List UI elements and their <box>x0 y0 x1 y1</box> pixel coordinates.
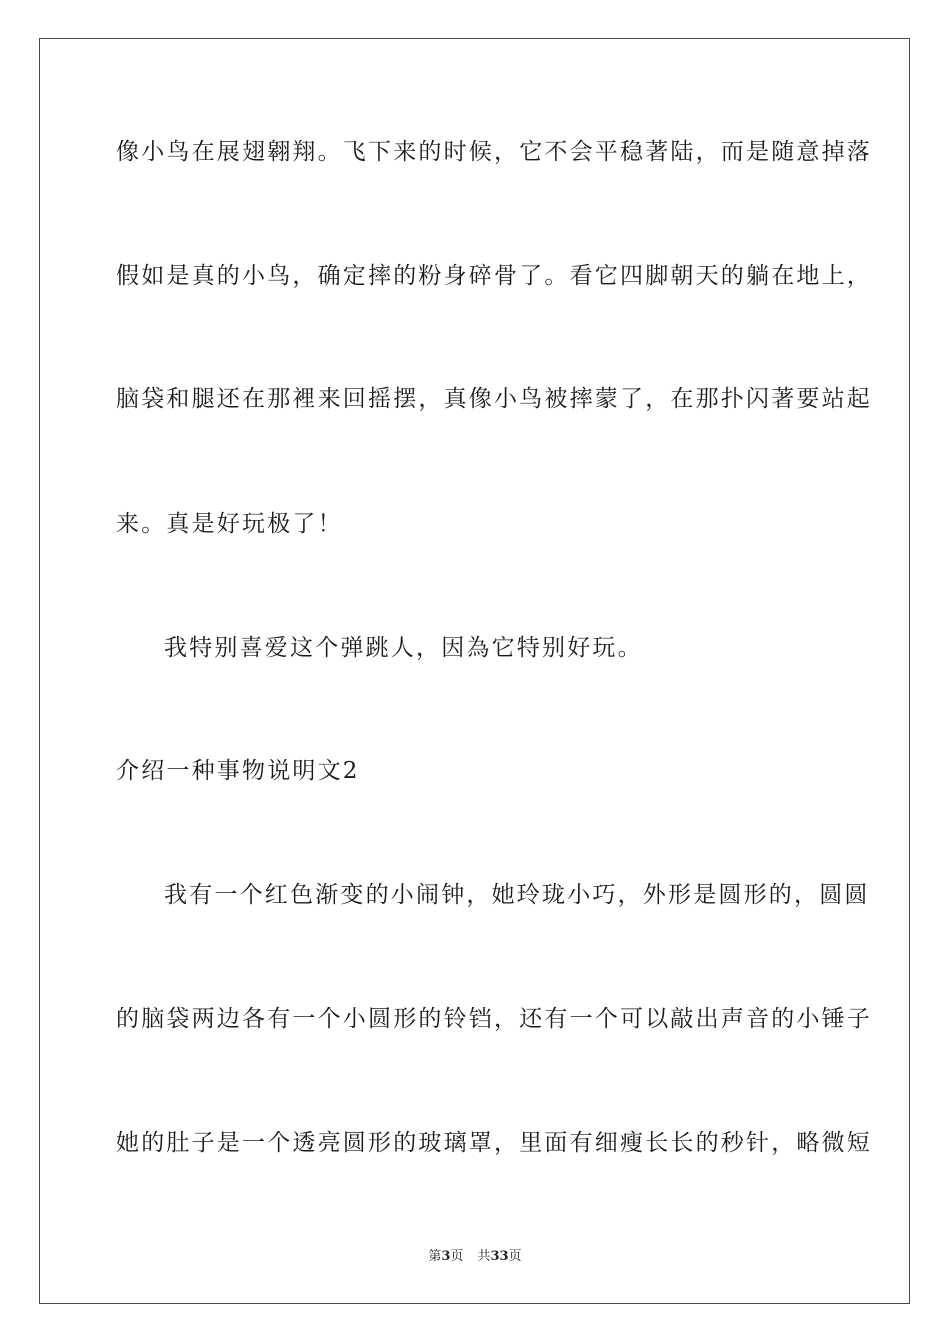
section-title: 介绍一种事物说明文2 <box>116 758 360 784</box>
body-text-line: 我有一个红色渐变的小闹钟，她玲珑小巧，外形是圆形的，圆圆 <box>164 882 870 908</box>
body-text-line: 像小鸟在展翅翱翔。飞下来的时候，它不会平稳著陆，而是随意掉落 <box>116 139 872 165</box>
page-footer <box>0 1245 950 1264</box>
closing-paragraph: 我特别喜爱这个弹跳人，因為它特别好玩。 <box>164 635 643 661</box>
total-prefix: 共 <box>477 1249 491 1264</box>
total-suffix: 页 <box>508 1249 522 1264</box>
body-text-line: 脑袋和腿还在那裡来回摇摆，真像小鸟被摔蒙了，在那扑闪著要站起 <box>116 386 872 412</box>
page-number: 3 <box>441 1249 451 1264</box>
total-pages: 33 <box>490 1249 509 1264</box>
body-text-line: 她的肚子是一个透亮圆形的玻璃罩，里面有细瘦长长的秒针，略微短 <box>116 1130 872 1156</box>
page-border <box>39 38 910 1304</box>
body-text-line: 来。真是好玩极了！ <box>116 511 343 537</box>
body-text-line: 假如是真的小鸟，确定摔的粉身碎骨了。看它四脚朝天的躺在地上， <box>116 263 872 289</box>
page-prefix: 第 <box>428 1249 442 1264</box>
body-text-line: 的脑袋两边各有一个小圆形的铃铛，还有一个可以敲出声音的小锤子 <box>116 1006 872 1032</box>
page-suffix: 页 <box>450 1249 464 1264</box>
